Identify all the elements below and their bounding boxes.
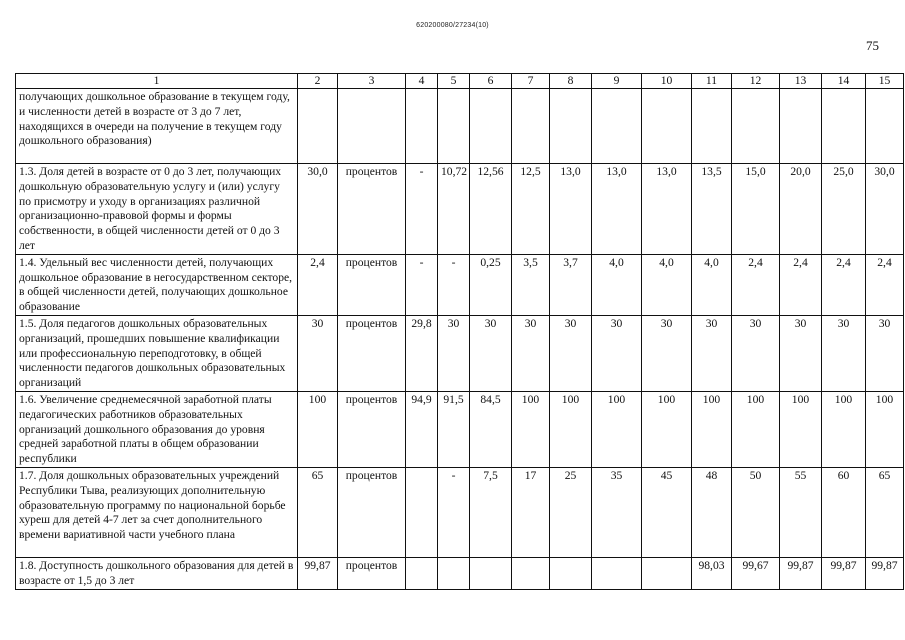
- unit-cell: процентов: [338, 315, 406, 391]
- table-row: [16, 315, 904, 391]
- value-cell: -: [406, 254, 438, 315]
- document-code: 620200080/27234(10): [416, 22, 489, 29]
- table-row: [16, 467, 904, 557]
- table-row: [16, 164, 904, 255]
- value-cell: [642, 557, 692, 589]
- indicator-description: 1.6. Увеличение среднемесячной заработной платы педагогических работников образовательных организаций дошкольного образования до уровня средней заработной платы в общем образовании республики: [16, 391, 298, 467]
- indicator-description: 1.5. Доля педагогов дошкольных образовательных организаций, прошедших повышение квалификации или профессиональную переподготовку, в общей численности педагогов дошкольных образовательных организаций: [16, 315, 298, 391]
- value-cell: 100: [732, 391, 780, 467]
- table-header-row: [16, 74, 904, 89]
- value-cell: [512, 557, 550, 589]
- value-cell: 30,0: [298, 164, 338, 255]
- value-cell: -: [406, 164, 438, 255]
- value-cell: 29,8: [406, 315, 438, 391]
- value-cell: 2,4: [732, 254, 780, 315]
- column-header: 8: [550, 74, 592, 89]
- value-cell: 30: [592, 315, 642, 391]
- column-header: 14: [822, 74, 866, 89]
- value-cell: 30: [866, 315, 904, 391]
- value-cell: 2,4: [866, 254, 904, 315]
- value-cell: 3,5: [512, 254, 550, 315]
- value-cell: 4,0: [692, 254, 732, 315]
- unit-cell: процентов: [338, 467, 406, 557]
- value-cell: [406, 467, 438, 557]
- column-header: 4: [406, 74, 438, 89]
- value-cell: 0,25: [470, 254, 512, 315]
- table-row: [16, 89, 904, 164]
- value-cell: 12,5: [512, 164, 550, 255]
- value-cell: [642, 89, 692, 164]
- value-cell: 98,03: [692, 557, 732, 589]
- value-cell: 100: [692, 391, 732, 467]
- value-cell: [406, 557, 438, 589]
- indicator-description: 1.4. Удельный вес численности детей, получающих дошкольное образование в негосударственном секторе, в общей численности детей, получающих дошкольное образование: [16, 254, 298, 315]
- unit-cell: процентов: [338, 557, 406, 589]
- column-header: 15: [866, 74, 904, 89]
- indicator-description: получающих дошкольное образование в текущем году, и численности детей в возрасте от 3 до 7 лет, находящихся в очереди на получение в текущем году дошкольного образования): [16, 89, 298, 164]
- value-cell: 100: [780, 391, 822, 467]
- value-cell: 30: [732, 315, 780, 391]
- value-cell: [592, 557, 642, 589]
- value-cell: 30: [780, 315, 822, 391]
- value-cell: 12,56: [470, 164, 512, 255]
- value-cell: 99,87: [866, 557, 904, 589]
- column-header: 2: [298, 74, 338, 89]
- value-cell: 3,7: [550, 254, 592, 315]
- value-cell: 10,72: [438, 164, 470, 255]
- value-cell: 13,0: [642, 164, 692, 255]
- value-cell: 30: [438, 315, 470, 391]
- value-cell: 48: [692, 467, 732, 557]
- value-cell: 65: [866, 467, 904, 557]
- value-cell: [470, 557, 512, 589]
- value-cell: 25: [550, 467, 592, 557]
- value-cell: 17: [512, 467, 550, 557]
- value-cell: [592, 89, 642, 164]
- value-cell: 100: [550, 391, 592, 467]
- value-cell: 84,5: [470, 391, 512, 467]
- value-cell: 20,0: [780, 164, 822, 255]
- value-cell: 100: [298, 391, 338, 467]
- value-cell: [692, 89, 732, 164]
- unit-cell: процентов: [338, 391, 406, 467]
- column-header: 10: [642, 74, 692, 89]
- value-cell: 100: [866, 391, 904, 467]
- value-cell: [438, 89, 470, 164]
- value-cell: -: [438, 467, 470, 557]
- value-cell: 100: [592, 391, 642, 467]
- table-row: [16, 254, 904, 315]
- indicator-description: 1.8. Доступность дошкольного образования для детей в возрасте от 1,5 до 3 лет: [16, 557, 298, 589]
- column-header: 7: [512, 74, 550, 89]
- column-header: 3: [338, 74, 406, 89]
- unit-cell: процентов: [338, 164, 406, 255]
- column-header: 12: [732, 74, 780, 89]
- value-cell: [780, 89, 822, 164]
- value-cell: 7,5: [470, 467, 512, 557]
- column-header: 9: [592, 74, 642, 89]
- value-cell: 30: [822, 315, 866, 391]
- value-cell: 99,87: [298, 557, 338, 589]
- value-cell: 30,0: [866, 164, 904, 255]
- page-number: 75: [866, 38, 879, 53]
- column-header: 13: [780, 74, 822, 89]
- column-header: 11: [692, 74, 732, 89]
- value-cell: 15,0: [732, 164, 780, 255]
- value-cell: 4,0: [592, 254, 642, 315]
- value-cell: 30: [642, 315, 692, 391]
- column-header: 6: [470, 74, 512, 89]
- value-cell: 50: [732, 467, 780, 557]
- value-cell: 2,4: [822, 254, 866, 315]
- value-cell: 30: [692, 315, 732, 391]
- value-cell: 100: [822, 391, 866, 467]
- indicator-description: 1.7. Доля дошкольных образовательных учреждений Республики Тыва, реализующих дополнительную образовательную программу по национальной борьбе хуреш для детей 4-7 лет за счет дополнительного времени вариативной части учебного плана: [16, 467, 298, 557]
- value-cell: [732, 89, 780, 164]
- value-cell: -: [438, 254, 470, 315]
- value-cell: 45: [642, 467, 692, 557]
- value-cell: 99,67: [732, 557, 780, 589]
- value-cell: [406, 89, 438, 164]
- value-cell: 100: [642, 391, 692, 467]
- value-cell: 94,9: [406, 391, 438, 467]
- table-row: [16, 557, 904, 589]
- value-cell: [550, 557, 592, 589]
- column-header: 1: [16, 74, 298, 89]
- value-cell: 35: [592, 467, 642, 557]
- value-cell: 30: [550, 315, 592, 391]
- indicators-table: [15, 73, 904, 590]
- value-cell: 13,0: [550, 164, 592, 255]
- column-header: 5: [438, 74, 470, 89]
- value-cell: 30: [512, 315, 550, 391]
- value-cell: 2,4: [780, 254, 822, 315]
- unit-cell: процентов: [338, 254, 406, 315]
- value-cell: 4,0: [642, 254, 692, 315]
- indicator-description: 1.3. Доля детей в возрасте от 0 до 3 лет, получающих дошкольную образовательную услугу и (или) услугу по присмотру и уходу в организациях различной организационно-правовой формы и формы собственности, в общей численности детей от 0 до 3 лет: [16, 164, 298, 255]
- value-cell: 100: [512, 391, 550, 467]
- value-cell: [866, 89, 904, 164]
- value-cell: 30: [470, 315, 512, 391]
- value-cell: 13,0: [592, 164, 642, 255]
- value-cell: 91,5: [438, 391, 470, 467]
- value-cell: 99,87: [780, 557, 822, 589]
- value-cell: 25,0: [822, 164, 866, 255]
- value-cell: 60: [822, 467, 866, 557]
- value-cell: 65: [298, 467, 338, 557]
- value-cell: [550, 89, 592, 164]
- value-cell: [298, 89, 338, 164]
- value-cell: 2,4: [298, 254, 338, 315]
- unit-cell: [338, 89, 406, 164]
- value-cell: [470, 89, 512, 164]
- value-cell: 30: [298, 315, 338, 391]
- value-cell: [438, 557, 470, 589]
- table-row: [16, 391, 904, 467]
- value-cell: [822, 89, 866, 164]
- value-cell: 99,87: [822, 557, 866, 589]
- value-cell: 55: [780, 467, 822, 557]
- value-cell: 13,5: [692, 164, 732, 255]
- value-cell: [512, 89, 550, 164]
